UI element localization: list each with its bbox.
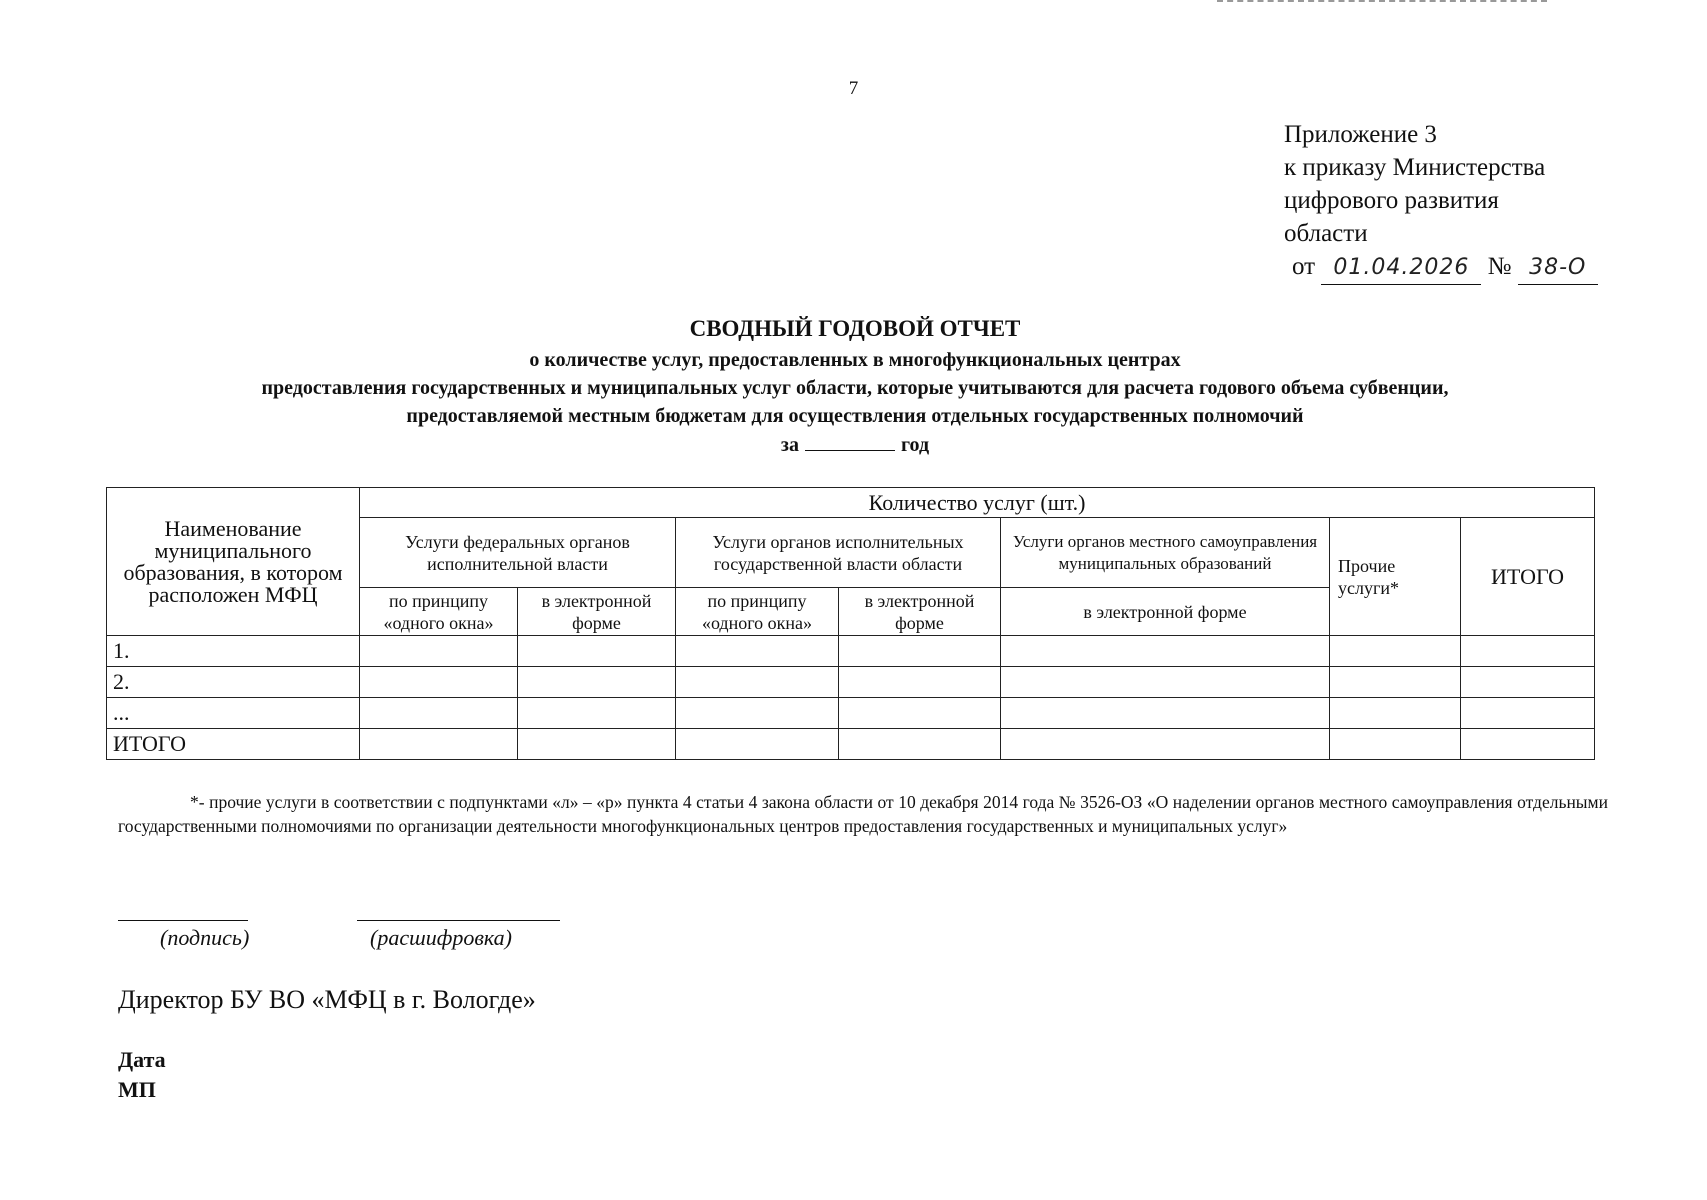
table-cell[interactable] — [360, 698, 518, 729]
date-stamp-block — [118, 1045, 166, 1105]
stamp-label: МП — [118, 1077, 156, 1102]
row-label: ... — [107, 698, 360, 729]
header-federal-one-window: по принципу «одного окна» — [360, 588, 518, 636]
header-federal-electronic: в электронной форме — [518, 588, 676, 636]
order-number-handwritten: 38-О — [1518, 251, 1598, 285]
row-label: 2. — [107, 667, 360, 698]
decode-line[interactable] — [357, 920, 560, 921]
table-cell[interactable] — [839, 698, 1001, 729]
appendix-block — [1284, 118, 1598, 285]
table-cell[interactable] — [1330, 729, 1461, 760]
header-local: Услуги органов местного самоуправления муниципальных образований — [1001, 518, 1330, 588]
order-number-prefix: № — [1487, 253, 1512, 280]
appendix-line: цифрового развития — [1284, 187, 1499, 214]
table-cell[interactable] — [676, 729, 839, 760]
header-local-electronic: в электронной форме — [1001, 588, 1330, 636]
scan-artifact — [1217, 0, 1547, 4]
table-row — [107, 667, 1595, 698]
year-suffix: год — [900, 434, 930, 456]
table-cell[interactable] — [1330, 636, 1461, 667]
order-prefix: от — [1292, 253, 1316, 280]
subtitle-line: о количестве услуг, предоставленных в многофункциональных центрах — [529, 349, 1181, 371]
table-cell[interactable] — [1461, 667, 1595, 698]
date-label: Дата — [118, 1047, 166, 1072]
director-position: Директор БУ ВО «МФЦ в г. Вологде» — [118, 985, 536, 1014]
header-service-count: Количество услуг (шт.) — [360, 488, 1595, 518]
table-cell[interactable] — [1461, 636, 1595, 667]
header-other: Прочие услуги* — [1330, 518, 1461, 636]
table-cell[interactable] — [676, 636, 839, 667]
header-regional: Услуги органов исполнительных государственной власти области — [676, 518, 1001, 588]
table-row-total — [107, 729, 1595, 760]
table-cell[interactable] — [360, 667, 518, 698]
order-reference — [1284, 250, 1598, 285]
table-cell[interactable] — [518, 636, 676, 667]
order-date-handwritten: 01.04.2026 — [1321, 251, 1481, 285]
year-prefix: за — [780, 434, 799, 456]
header-regional-electronic: в электронной форме — [839, 588, 1001, 636]
row-label: 1. — [107, 636, 360, 667]
table-cell[interactable] — [1330, 698, 1461, 729]
table-cell[interactable] — [360, 636, 518, 667]
table-cell[interactable] — [1001, 667, 1330, 698]
table-cell[interactable] — [518, 698, 676, 729]
subtitle-line: предоставляемой местным бюджетам для осуществления отдельных государственных полномочий — [406, 405, 1304, 427]
table-cell[interactable] — [1001, 729, 1330, 760]
table-cell[interactable] — [1461, 698, 1595, 729]
report-title: СВОДНЫЙ ГОДОВОЙ ОТЧЕТ — [689, 316, 1021, 341]
year-line — [110, 430, 1600, 459]
table-cell[interactable] — [676, 698, 839, 729]
table-row — [107, 698, 1595, 729]
table-cell[interactable] — [1001, 636, 1330, 667]
table-cell[interactable] — [1330, 667, 1461, 698]
appendix-line: к приказу Министерства — [1284, 154, 1546, 181]
appendix-line: Приложение 3 — [1284, 121, 1437, 148]
table-cell[interactable] — [1001, 698, 1330, 729]
table-cell[interactable] — [676, 667, 839, 698]
table-cell[interactable] — [839, 636, 1001, 667]
appendix-line: области — [1284, 220, 1368, 247]
footnote-text: *- прочие услуги в соответствии с подпунктами «л» – «р» пункта 4 статьи 4 закона области от 10 декабря 2014 года № 3526-ОЗ «О наделении органов местного самоуправления отдельными государственными полномочиями по организации деятельности многофункциональных центров предоставления государственных и муниципальных услуг» — [118, 792, 1608, 836]
report-subtitle — [110, 346, 1600, 459]
table-cell[interactable] — [839, 729, 1001, 760]
table-row — [107, 636, 1595, 667]
header-regional-one-window: по принципу «одного окна» — [676, 588, 839, 636]
report-table — [106, 487, 1595, 760]
row-label-total: ИТОГО — [107, 729, 360, 760]
decode-label: (расшифровка) — [370, 925, 512, 950]
table-cell[interactable] — [518, 667, 676, 698]
page-number: 7 — [848, 78, 859, 99]
footnote — [118, 790, 1608, 838]
signature-line[interactable] — [118, 920, 248, 921]
table-cell[interactable] — [360, 729, 518, 760]
table-cell[interactable] — [839, 667, 1001, 698]
table-cell[interactable] — [518, 729, 676, 760]
table-cell[interactable] — [1461, 729, 1595, 760]
year-blank-field[interactable] — [805, 430, 895, 451]
header-municipality: Наименование муниципального образования, в котором расположен МФЦ — [107, 488, 360, 636]
header-total: ИТОГО — [1461, 518, 1595, 636]
signature-label: (подпись) — [160, 925, 250, 950]
header-federal: Услуги федеральных органов исполнительной власти — [360, 518, 676, 588]
subtitle-line: предоставления государственных и муниципальных услуг области, которые учитываются для расчета годового объема субвенции, — [261, 377, 1449, 399]
